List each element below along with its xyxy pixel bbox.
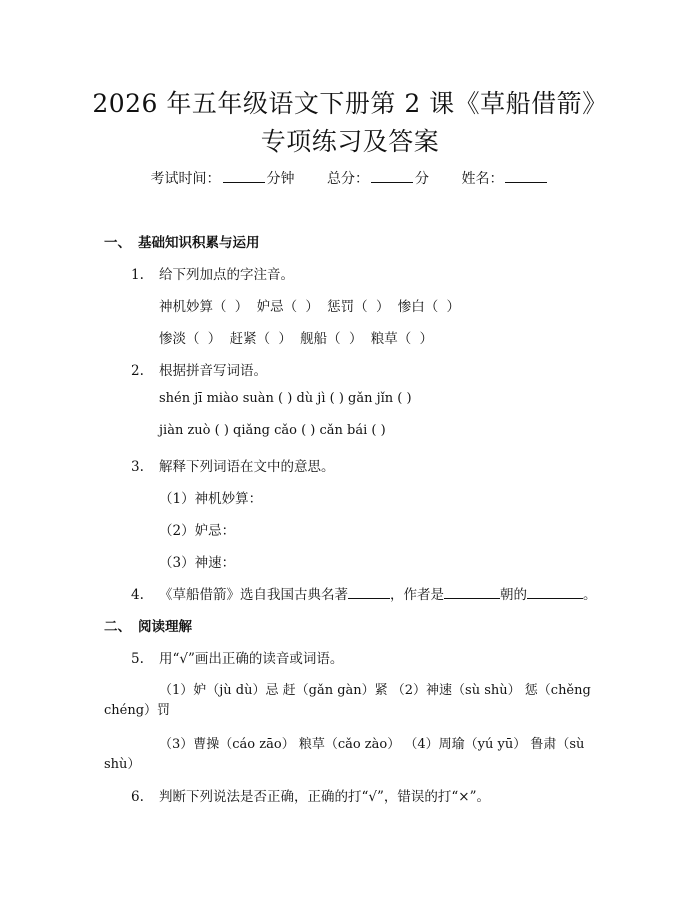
question-1 [131,263,294,283]
question-number: 2. [131,363,144,379]
q2-row-2: jiàn zuò ( ) qiǎng cǎo ( ) cǎn bái ( ) [159,423,386,438]
q5-line-2: （3）曹操（cáo zāo） 粮草（cǎo zào） （4）周瑜（yú yū） 鲁肃（sù [159,737,585,752]
question-6 [131,785,490,805]
q2-row-1: shén jī miào suàn ( ) dù jì ( ) gǎn jǐn ( ) [159,391,412,406]
q3-item-1: （1）神机妙算： [159,491,263,507]
exam-meta [0,168,700,188]
document-title-line1: 2026 年五年级语文下册第 2 课《草船借箭》 [92,89,608,118]
question-3 [131,455,335,475]
total-score-blank [371,170,413,183]
q3-item-2: （2）妒忌： [159,523,236,539]
q4-text-d: 。 [583,587,597,603]
question-5 [131,647,343,667]
question-number: 1. [131,267,144,283]
question-text: 用“√”画出正确的读音或词语。 [159,651,344,667]
student-name-label: 姓名： [461,171,504,187]
q1-row-2: 惨淡（ ） 赶紧（ ） 舰船（ ） 粮草（ ） [159,331,434,347]
q5-line-2-continued: shù） [104,757,141,772]
student-name [461,171,549,187]
section-heading-1 [104,231,260,251]
total-score-label: 总分： [327,171,369,187]
question-text: 给下列加点的字注音。 [159,267,294,283]
q4-text-b: ，作者是 [390,587,444,603]
q4-blank-author [444,586,500,599]
q3-item-3: （3）神速： [159,555,236,571]
q4-text-c: 朝的 [500,587,527,603]
section-title: 基础知识积累与运用 [138,235,260,251]
question-number: 6. [131,789,144,805]
document-title-line2: 专项练习及答案 [260,127,440,156]
q4-text-a: 《草船借箭》选自我国古典名著 [159,587,348,603]
question-number: 4. [131,587,144,603]
question-number: 3. [131,459,144,475]
exam-time-unit: 分钟 [266,171,295,187]
question-number: 5. [131,651,144,667]
exam-time [151,171,295,187]
q5-line-1-continued: chéng）罚 [104,703,171,718]
q5-line-1: （1）妒（jù dù）忌 赶（gǎn gàn）紧 （2）神速（sù shù） 惩（chěng [159,683,591,698]
section-heading-2 [104,615,192,635]
exam-time-blank [223,170,265,183]
q4-blank-dynasty [527,586,583,599]
q1-row-1: 神机妙算（ ） 妒忌（ ） 惩罚（ ） 惨白（ ） [159,299,461,315]
section-number: 一、 [104,235,131,251]
question-2 [131,359,267,379]
total-score [327,171,429,187]
section-number: 二、 [104,619,131,635]
question-4 [131,583,597,603]
q4-blank-work [348,586,390,599]
total-score-unit: 分 [415,171,429,187]
student-name-blank [505,170,547,183]
section-title: 阅读理解 [138,619,192,635]
question-text: 解释下列词语在文中的意思。 [159,459,335,475]
question-text: 根据拼音写词语。 [159,363,267,379]
exam-time-label: 考试时间： [150,171,221,187]
question-text: 判断下列说法是否正确，正确的打“√”，错误的打“×”。 [159,789,491,805]
